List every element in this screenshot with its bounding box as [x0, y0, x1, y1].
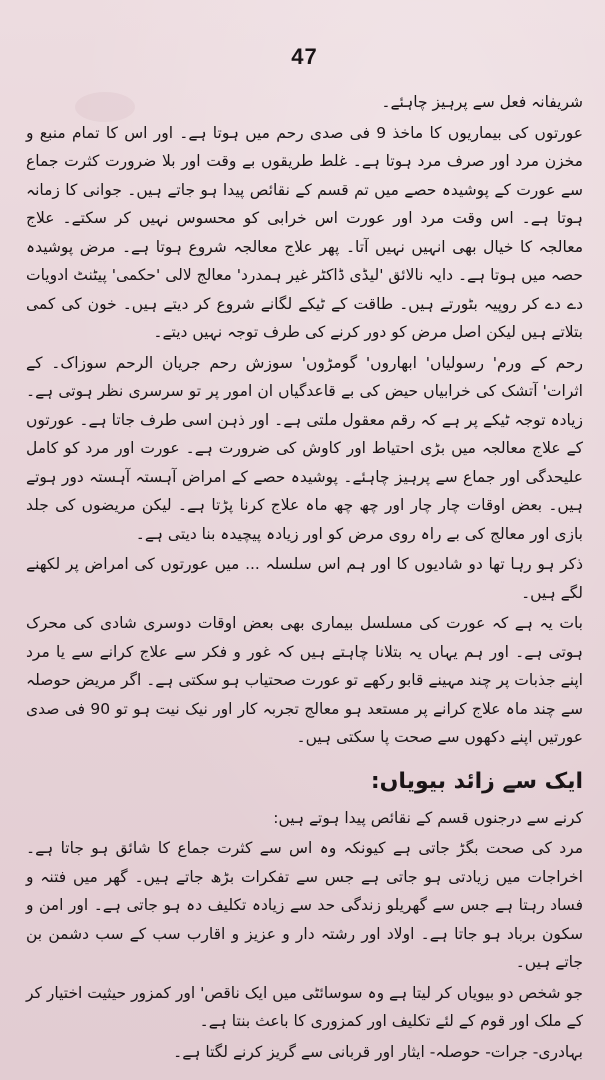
page-body: [26, 88, 583, 1066]
paragraph-household-effects: مرد کی صحت بگڑ جاتی ہے کیونکہ وہ اس سے کثرت جماع کا شائق ہو جاتا ہے۔ اخراجات میں زیادتی ہو جاتی ہے جس سے تفکرات بڑھ جاتے ہیں۔ گھر میں فتنہ و فساد رہتا ہے جس سے گھریلو زندگی حد سے زیادہ تکلیف دہ ہو جاتی ہے۔ اور امن و سکون برباد ہو جاتا ہے۔ اولاد اور رشتہ دار و عزیز و اقارب سب کے سب دشمن بن جاتے ہیں۔: [26, 839, 583, 971]
paragraph-recovery: بات یہ ہے کہ عورت کی مسلسل بیماری بھی بعض اوقات دوسری شادی کی محرک ہوتی ہے۔ اور ہم یہاں یہ بتلانا چاہتے ہیں کہ غور و فکر سے علاج کرانے سے یا مرد اپنے جذبات پر چند مہینے قابو رکھے تو عورت صحتیاب ہو سکتی ہے۔ اگر مریض حوصلہ سے چند ماہ علاج کرانے پر مستعد ہو معالج تجربہ کار اور نیک نیت ہو تو 90 فی صدی عورتیں اپنے دکھوں سے صحت پا سکتی ہیں۔: [26, 614, 583, 746]
paragraph-defects-intro: کرنے سے درجنوں قسم کے نقائص پیدا ہوتے ہیں:: [273, 808, 583, 827]
paragraph-uterine-conditions: رحم کے ورم' رسولیاں' ابھاروں' گومڑوں' سوزش رحم جریان الرحم سوزاک۔ کے اثرات' آتشک کی خرابیاں حیض کی بے قاعدگیاں ان امور پر تو سرسری نظر ہوتی ہے۔ زیادہ توجہ ٹیکے پر ہے کہ رقم معقول ملتی ہے۔ اور ذہن اسی طرف جاتا ہے۔ عورتوں کے علاج معالجہ میں بڑی احتیاط اور کاوش کی ضرورت ہے۔ عورت اور مرد کو کامل علیحدگی اور جماع سے پرہیز چاہئے۔ پوشیدہ حصے کے امراض آہستہ آہستہ دور ہوتے ہیں۔ بعض اوقات چار چار اور چھ چھ ماہ علاج کرنا پڑتا ہے۔ لیکن مریضوں کی جلد بازی اور معالج کی بے راہ روی مرض کو اور زیادہ پیچیدہ بنا دیتی ہے۔: [26, 353, 583, 543]
section-heading: ایک سے زائد بیویاں:: [370, 768, 583, 794]
paragraph-virtues: بہادری- جرات- حوصلہ- ایثار اور قربانی سے گریز کرنے لگتا ہے۔: [173, 1042, 583, 1061]
paragraph-intro: شریفانہ فعل سے پرہیز چاہئے۔: [381, 93, 583, 111]
page-number: 47: [291, 44, 318, 69]
paragraph-two-marriages-note: ذکر ہو رہا تھا دو شادیوں کا اور ہم اس سلسلہ ... میں عورتوں کی امراض پر لکھنے لگے ہیں۔: [26, 555, 583, 602]
paragraph-society-effects: جو شخص دو بیویاں کر لیتا ہے وہ سوسائٹی میں ایک ناقص' اور کمزور حیثیت اختیار کر کے ملک اور قوم کے لئے تکلیف اور کمزوری کا باعث بنتا ہے۔: [26, 983, 583, 1030]
page-stain: [75, 92, 135, 122]
paragraph-womens-diseases: عورتوں کی بیماریوں کا ماخذ 9 فی صدی رحم میں ہوتا ہے۔ اور اس کا تمام منبع و مخزن مرد اور صرف مرد ہوتا ہے۔ غلط طریقوں بے وقت اور بلا ضرورت کثرت جماع سے عورت کے پوشیدہ حصے میں تم قسم کے نقائص پیدا ہو جاتے ہیں۔ جوانی کا زمانہ ہوتا ہے۔ اس وقت مرد اور عورت اس خرابی کو محسوس نہیں کر سکتے۔ علاج معالجہ کا خیال بھی انہیں نہیں آتا۔ پھر علاج معالجہ شروع ہوتا ہے۔ مرض پوشیدہ حصہ میں ہوتا ہے۔ دایہ نالائق 'لیڈی ڈاکٹر غیر ہمدرد' معالج لالی 'حکمی' پیٹنٹ ادویات دے دے کر روپیہ بٹورتے ہیں۔ طاقت کے ٹیکے لگانے شروع کر دیتے ہیں۔ خون کی کمی بتلاتے ہیں لیکن اصل مرض کو دور کرنے کی طرف توجہ نہیں دیتے۔: [25, 123, 583, 341]
